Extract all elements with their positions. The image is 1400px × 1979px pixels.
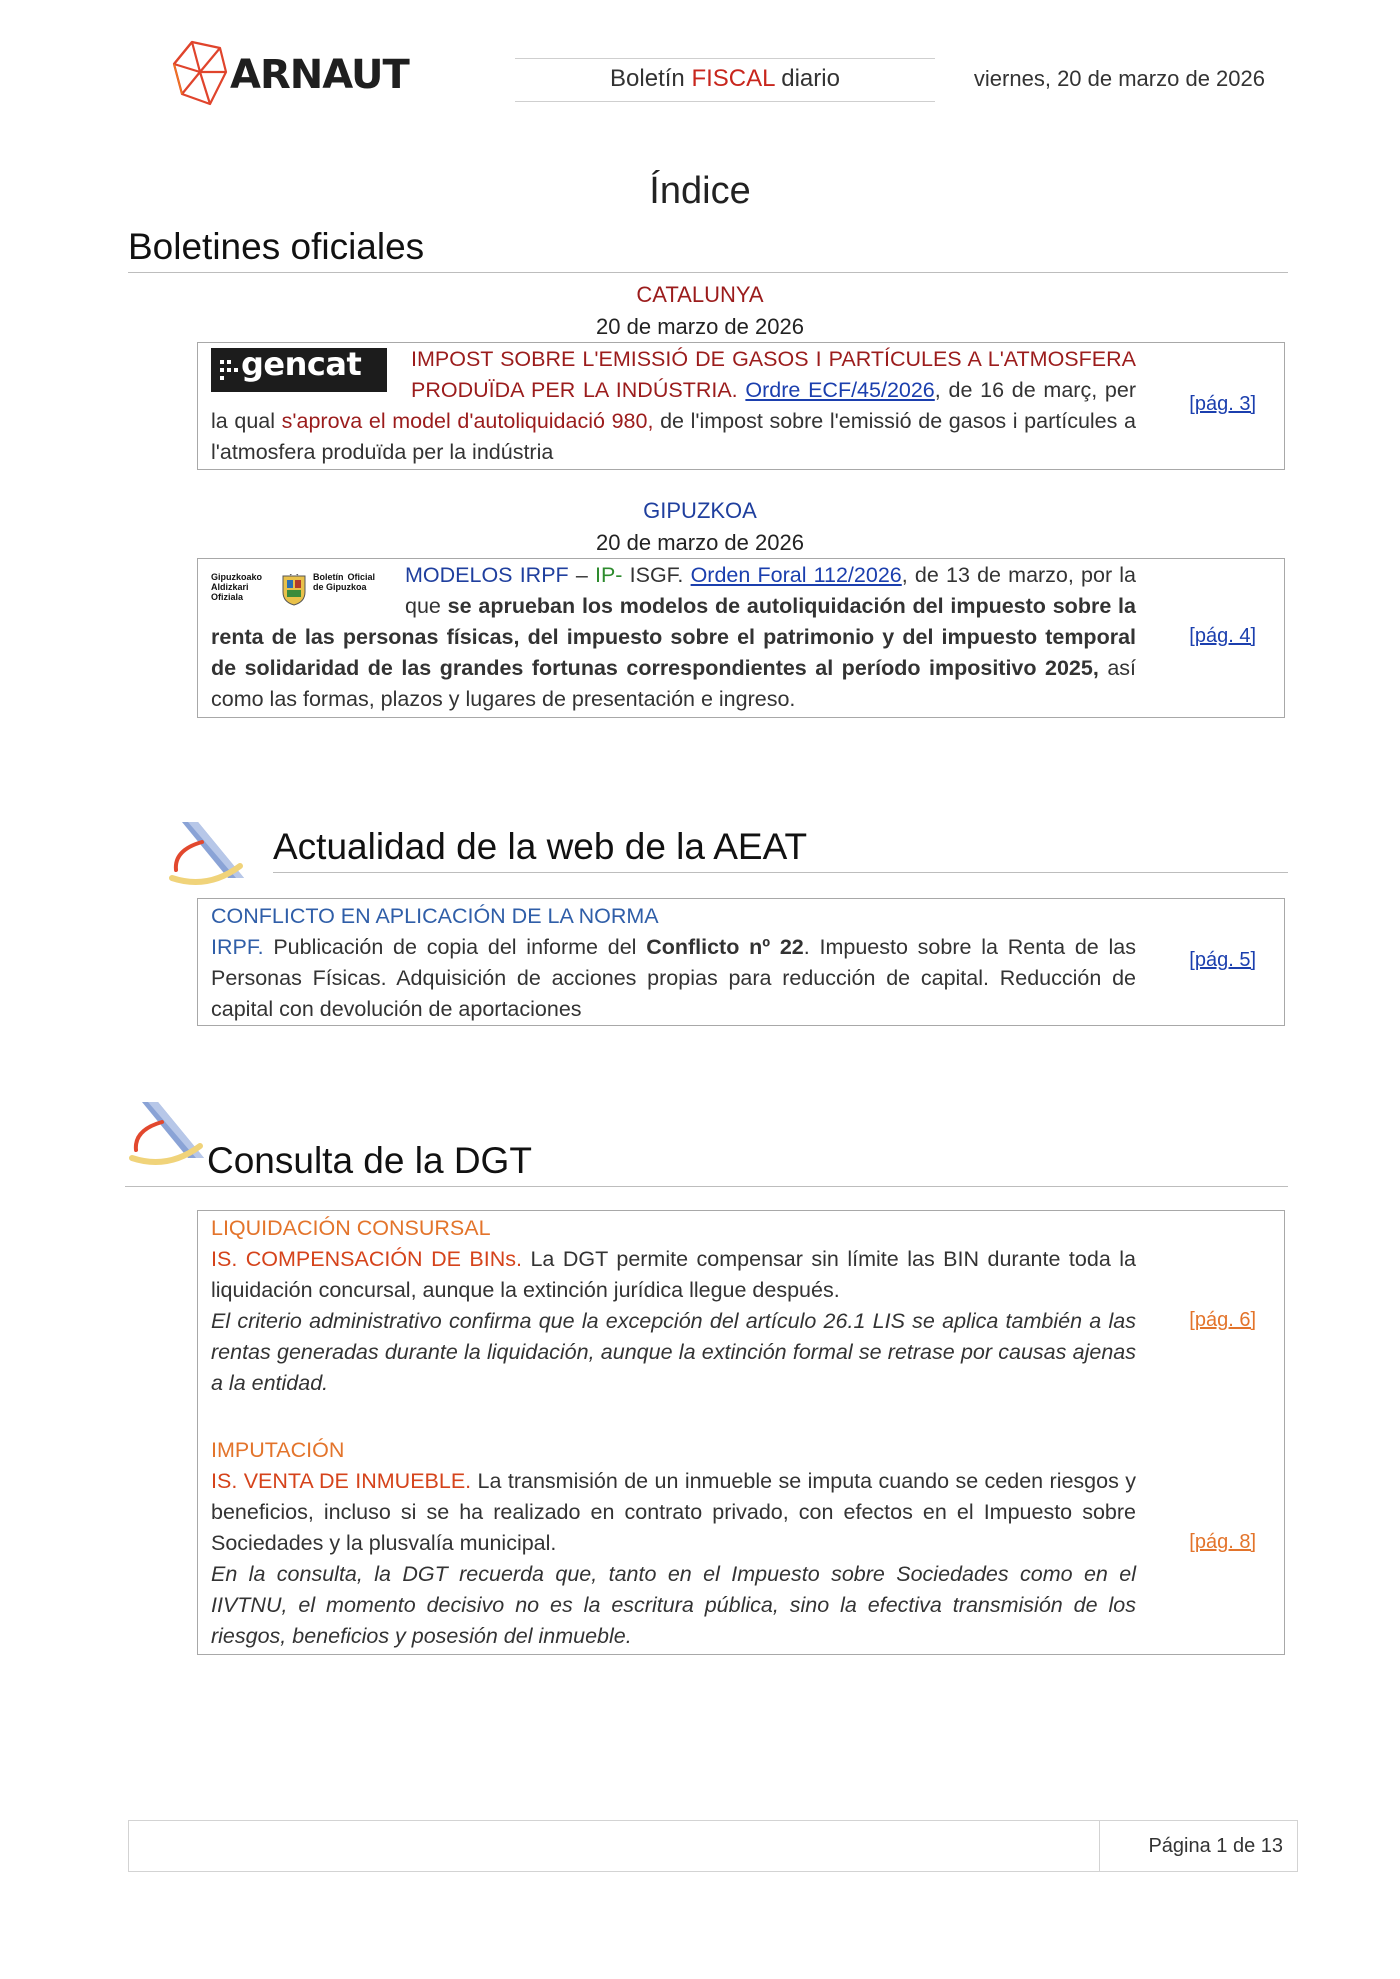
header-date: viernes, 20 de marzo de 2026	[973, 66, 1265, 91]
region-gipuzkoa: GIPUZKOA	[643, 498, 757, 523]
aeat-card	[197, 898, 1285, 1026]
gipuzkoa-isgf: ISGF.	[622, 563, 691, 587]
aeat-entry	[211, 901, 1136, 1025]
dgt-item-1-category: LIQUIDACIÓN CONSURSAL	[211, 1216, 491, 1240]
aeat-text-2: . Impuesto sobre la Renta de las Personas Físicas. Adquisición de acciones propias para reducción de capital. Reducción de capital con devolución de aportaciones	[211, 935, 1136, 1021]
region-catalunya-date: 20 de marzo de 2026	[596, 314, 804, 339]
gencat-logo-text: gencat	[241, 345, 362, 383]
geometric-polygon-logo-icon	[170, 38, 230, 110]
gipuzkoa-text-1: , de 13 de marzo, por la que	[405, 563, 1137, 618]
catalunya-order-link[interactable]: Ordre ECF/45/2026	[745, 378, 935, 402]
footer-divider	[1099, 1821, 1100, 1871]
aeat-category: CONFLICTO EN APLICACIÓN DE LA NORMA	[211, 904, 659, 928]
dgt-entry-1	[211, 1213, 1136, 1399]
catalunya-highlight: s'aprova el model d'autoliquidació 980,	[281, 409, 654, 433]
catalunya-text-2: de l'impost sobre l'emissió de gasos i partícules a l'atmosfera produïda per la indústria	[211, 409, 1136, 464]
aeat-highlight: Conflicto nº 22	[646, 935, 804, 959]
dgt-item-1-tag: IS. COMPENSACIÓN DE BINs.	[211, 1247, 522, 1271]
gipuzkoa-ip: IP-	[594, 563, 623, 587]
aeat-text-1: Publicación de copia del informe del	[263, 935, 647, 959]
bulletin-title	[515, 58, 935, 102]
index-title: Índice	[649, 170, 751, 212]
gipuzkoa-logo-left: Gipuzkoako Aldizkari Ofiziala	[211, 572, 263, 602]
section-title-aeat: Actualidad de la web de la AEAT	[273, 826, 1288, 873]
catalunya-page-link[interactable]: [pág. 3]	[1189, 393, 1256, 415]
dgt-item-2-tag: IS. VENTA DE INMUEBLE.	[211, 1469, 472, 1493]
gipuzkoa-logo	[211, 566, 381, 616]
dgt-card	[197, 1210, 1285, 1655]
gencat-dots-icon	[220, 360, 238, 380]
dgt-item-1-page-link[interactable]: [pág. 6]	[1189, 1309, 1256, 1331]
gipuzkoa-order-link[interactable]: Orden Foral 112/2026	[690, 563, 902, 587]
gipuzkoa-models: MODELOS IRPF	[405, 563, 569, 587]
brand-name: ARNAUT	[230, 52, 409, 98]
gipuzkoa-logo-right: Boletín Oficial de Gipuzkoa	[313, 572, 375, 592]
dgt-item-2-category: IMPUTACIÓN	[211, 1438, 345, 1462]
dgt-item-2-italic: En la consulta, la DGT recuerda que, tanto en el Impuesto sobre Sociedades como en el IIVTNU, el momento decisivo no es la escritura pública, sino la efectiva transmisión de los riesgos, beneficios y posesión del inmueble.	[211, 1562, 1136, 1648]
region-gipuzkoa-date: 20 de marzo de 2026	[596, 530, 804, 555]
catalunya-card	[197, 342, 1285, 470]
coat-of-arms-icon	[281, 574, 307, 606]
gipuzkoa-page-link[interactable]: [pág. 4]	[1189, 625, 1256, 647]
bulletin-title-pre: Boletín	[610, 65, 692, 92]
gipuzkoa-card	[197, 558, 1285, 718]
gipuzkoa-highlight: se aprueban los modelos de autoliquidación del impuesto sobre la renta de las personas físicas, del impuesto sobre el patrimonio y del impuesto temporal de solidaridad de las grandes fortunas correspondientes al período impositivo 2025,	[211, 594, 1136, 680]
region-catalunya: CATALUNYA	[636, 282, 764, 307]
gipuzkoa-dash: –	[568, 563, 595, 587]
bulletin-title-fiscal: FISCAL	[691, 65, 775, 92]
catalunya-text-1: , de 16 de març, per la qual	[211, 378, 1136, 433]
catalunya-entry	[211, 344, 1136, 468]
dgt-item-2-text: La transmisión de un inmueble se imputa cuando se ceden riesgos y beneficios, incluso si se ha realizado en contrato privado, con efectos en el Impuesto sobre Sociedades y la plusvalía municipal.	[211, 1469, 1136, 1555]
dgt-item-1-text: La DGT permite compensar sin límite las BIN durante toda la liquidación concursal, aunque la extinción jurídica llegue después.	[211, 1247, 1136, 1302]
dgt-item-2-page-link[interactable]: [pág. 8]	[1189, 1531, 1256, 1553]
aeat-agency-icon	[168, 820, 248, 890]
gencat-logo	[211, 345, 387, 392]
section-title-dgt: Consulta de la DGT	[125, 1140, 1288, 1187]
dgt-entry-2	[211, 1435, 1136, 1652]
dgt-item-1-italic: El criterio administrativo confirma que la excepción del artículo 26.1 LIS se aplica también a las rentas generadas durante la liquidación, aunque la extinción formal se retrase por causas ajenas a la entidad.	[211, 1309, 1136, 1395]
section-title-boletines: Boletines oficiales	[128, 226, 1288, 273]
gipuzkoa-text-2: así como las formas, plazos y lugares de presentación e ingreso.	[211, 656, 1137, 711]
bulletin-title-post: diario	[774, 65, 840, 92]
catalunya-heading: IMPOST SOBRE L'EMISSIÓ DE GASOS I PARTÍCULES A L'ATMOSFERA PRODUÏDA PER LA INDÚSTRIA.	[411, 347, 1136, 402]
page-footer	[128, 1820, 1298, 1872]
page-number: Página 1 de 13	[1148, 1835, 1283, 1857]
brand-logo	[170, 38, 409, 110]
aeat-page-link[interactable]: [pág. 5]	[1189, 949, 1256, 971]
aeat-tag: IRPF.	[211, 935, 264, 959]
gipuzkoa-entry	[211, 560, 1136, 715]
